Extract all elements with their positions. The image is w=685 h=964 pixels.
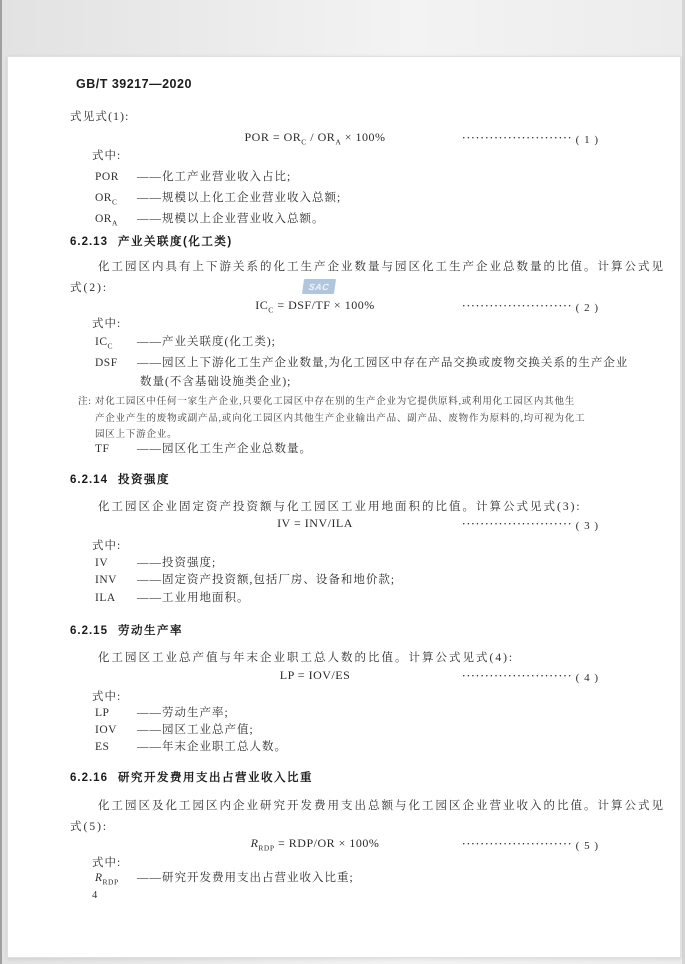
- leader-dots: ························: [462, 133, 573, 143]
- formula-expression-3: IV = INV/ILA: [277, 516, 353, 530]
- formula-expression-1: POR = $OR_C / OR_A \times 100\%$: [244, 130, 386, 147]
- section-number: 6.2.14: [70, 474, 108, 486]
- scan-left-edge: [0, 0, 2, 964]
- paragraph-line: 化工园区及化工园区内企业研究开发费用支出总额与化工园区企业营业收入的比值。计算公式见: [98, 800, 665, 812]
- definition-term: $IC_C$: [95, 336, 114, 351]
- leader-dots: ························: [462, 839, 573, 849]
- definition-row: [95, 170, 291, 184]
- definition-term: $OR_C$: [95, 192, 118, 207]
- formula-row-2: [8, 298, 680, 314]
- definition-text: ——投资强度;: [137, 557, 217, 569]
- definition-term: ILA: [95, 592, 116, 604]
- where-label-5: 式中:: [92, 857, 122, 869]
- section-heading-6-2-15: [70, 624, 183, 638]
- intro-line: 式见式(1):: [70, 111, 130, 123]
- section-number: 6.2.15: [70, 625, 108, 637]
- formula-number-2: ( 2 ): [575, 302, 599, 314]
- formula-number-3: ( 3 ): [575, 520, 599, 532]
- definition-text: ——劳动生产率;: [137, 707, 229, 719]
- definition-row: [95, 212, 325, 230]
- document-page: [7, 56, 681, 958]
- paragraph-line: 化工园区企业固定资产投资额与化工园区工业用地面积的比值。计算公式见式(3):: [98, 501, 582, 513]
- definition-term: $OR_A$: [95, 213, 118, 228]
- formula-leader-5: [462, 836, 599, 854]
- where-label-2: 式中:: [92, 318, 122, 330]
- definition-term: $R_{RDP}$: [95, 872, 119, 887]
- formula-expression-2: $IC_C = DSF/TF \times 100\%$: [255, 298, 375, 315]
- definition-term: ES: [95, 741, 110, 753]
- section-heading-6-2-16: [70, 771, 313, 785]
- definition-text: ——园区工业总产值;: [137, 724, 254, 736]
- formula-row-3: [8, 516, 680, 532]
- paragraph-line: 式(2):: [70, 282, 109, 294]
- leader-dots: ························: [462, 519, 573, 529]
- definition-text: ——固定资产投资额,包括厂房、设备和地价款;: [137, 574, 396, 586]
- where-label-1: 式中:: [92, 150, 122, 162]
- sac-watermark: SAC: [302, 279, 336, 294]
- definition-row: [95, 871, 354, 889]
- definition-text: ——工业用地面积。: [137, 592, 250, 604]
- note-line: 注: 对化工园区中任何一家生产企业,只要化工园区中存在别的生产企业为它提供原料,或利用化工园区内其他生: [78, 397, 576, 407]
- section-title: 投资强度: [117, 474, 170, 486]
- section-title: 劳动生产率: [117, 625, 183, 637]
- definition-text: ——规模以上企业营业收入总额。: [137, 213, 325, 225]
- definition-term: LP: [95, 707, 110, 719]
- definition-row: [95, 335, 276, 353]
- section-heading-6-2-14: [70, 473, 170, 487]
- section-number: 6.2.16: [70, 772, 108, 784]
- leader-dots: ························: [462, 671, 573, 681]
- formula-number-1: ( 1 ): [575, 134, 599, 146]
- note-line: 园区上下游企业。: [95, 430, 178, 440]
- definition-row: [95, 356, 628, 370]
- section-title: 研究开发费用支出占营业收入比重: [117, 772, 313, 784]
- where-label-4: 式中:: [92, 691, 122, 703]
- standard-number: GB/T 39217—2020: [76, 77, 192, 91]
- definition-text: ——园区化工生产企业总数量。: [137, 443, 312, 455]
- definition-row: [95, 573, 395, 587]
- definition-text: ——化工产业营业收入占比;: [137, 171, 292, 183]
- formula-leader-1: [462, 130, 599, 148]
- definition-term: TF: [95, 443, 110, 455]
- definition-term: POR: [95, 171, 119, 183]
- section-title: 产业关联度(化工类): [117, 236, 233, 248]
- definition-term: INV: [95, 574, 117, 586]
- definition-text: ——产业关联度(化工类);: [137, 336, 276, 348]
- formula-leader-2: [462, 298, 599, 316]
- definition-row: [95, 591, 250, 605]
- definition-text: ——研究开发费用支出占营业收入比重;: [137, 872, 354, 884]
- formula-expression-4: LP = IOV/ES: [279, 668, 351, 682]
- definition-term: DSF: [95, 357, 118, 369]
- formula-expression-5: $R_{RDP} = RDP/OR \times 100\%$: [250, 836, 380, 853]
- formula-row-5: [8, 836, 680, 852]
- definition-row: [95, 556, 216, 570]
- definition-row: [95, 191, 341, 209]
- formula-row-4: [8, 668, 680, 684]
- definition-term: IOV: [95, 724, 117, 736]
- paragraph-line: 化工园区工业总产值与年末企业职工总人数的比值。计算公式见式(4):: [98, 652, 515, 664]
- definition-text: ——园区上下游化工生产企业数量,为化工园区中存在产品交换或废物交换关系的生产企业: [137, 357, 629, 369]
- definition-text: ——年末企业职工总人数。: [137, 741, 287, 753]
- definition-term: IV: [95, 557, 109, 569]
- formula-leader-3: [462, 516, 599, 534]
- definition-row: [95, 706, 229, 720]
- paragraph-line: 化工园区内具有上下游关系的化工生产企业数量与园区化工生产企业总数量的比值。计算公式见: [98, 261, 665, 273]
- formula-number-5: ( 5 ): [575, 840, 599, 852]
- formula-leader-4: [462, 668, 599, 686]
- note-line: 产企业产生的废物或副产品,或向化工园区内其他生产企业输出产品、副产品、废物作为原料的,均可视为化工: [95, 414, 586, 424]
- paragraph-line: 式(5):: [70, 821, 109, 833]
- formula-row-1: [8, 130, 680, 146]
- where-label-3: 式中:: [92, 540, 122, 552]
- page-number: 4: [92, 890, 99, 901]
- definition-continuation: 数量(不含基础设施类企业);: [140, 376, 292, 388]
- section-heading-6-2-13: [70, 235, 233, 249]
- definition-row: [95, 740, 287, 754]
- formula-number-4: ( 4 ): [575, 672, 599, 684]
- leader-dots: ························: [462, 301, 573, 311]
- definition-row: [95, 723, 254, 737]
- definition-row: [95, 442, 312, 456]
- section-number: 6.2.13: [70, 236, 108, 248]
- definition-text: ——规模以上化工企业营业收入总额;: [137, 192, 342, 204]
